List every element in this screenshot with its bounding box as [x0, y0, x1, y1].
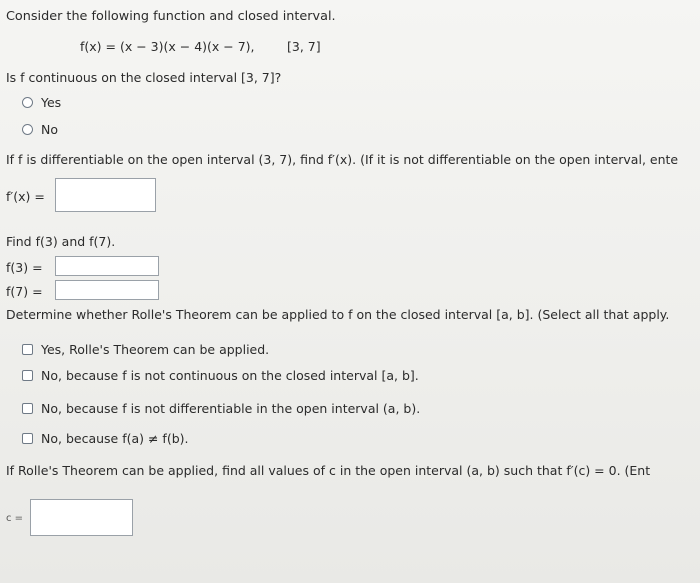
derivative-label: f′(x) = — [6, 189, 45, 204]
find-values-prompt: Find f(3) and f(7). — [6, 234, 116, 249]
radio-yes-label: Yes — [41, 95, 62, 110]
continuity-question: Is f continuous on the closed interval [3, 7]? — [6, 70, 282, 85]
f7-label: f(7) = — [6, 284, 43, 299]
derivative-prompt: If f is differentiable on the open interval (3, 7), find f′(x). (If it is not differentiable on the open interval, ente — [6, 152, 679, 167]
interval-label: [3, 7] — [287, 39, 321, 54]
derivative-input[interactable] — [55, 178, 156, 212]
radio-yes[interactable] — [22, 97, 33, 108]
c-label: c = — [6, 513, 24, 524]
f3-label: f(3) = — [6, 260, 43, 275]
checkbox-fa-not-equal-fb-label: No, because f(a) ≠ f(b). — [41, 431, 189, 446]
function-definition: f(x) = (x − 3)(x − 4)(x − 7), — [80, 39, 255, 54]
radio-no-label: No — [41, 122, 58, 137]
c-input[interactable] — [30, 499, 133, 536]
f3-input[interactable] — [55, 256, 159, 276]
checkbox-not-continuous-label: No, because f is not continuous on the closed interval [a, b]. — [41, 368, 419, 383]
checkbox-fa-not-equal-fb[interactable] — [22, 433, 33, 444]
checkbox-not-differentiable[interactable] — [22, 403, 33, 414]
checkbox-not-differentiable-label: No, because f is not differentiable in the open interval (a, b). — [41, 401, 421, 416]
checkbox-not-continuous[interactable] — [22, 370, 33, 381]
checkbox-rolle-applies-label: Yes, Rolle's Theorem can be applied. — [41, 342, 270, 357]
rolle-prompt: Determine whether Rolle's Theorem can be applied to f on the closed interval [a, b]. (Select all that apply. — [6, 307, 670, 322]
intro-text: Consider the following function and closed interval. — [6, 9, 336, 24]
checkbox-rolle-applies[interactable] — [22, 344, 33, 355]
c-values-prompt: If Rolle's Theorem can be applied, find all values of c in the open interval (a, b) such that f′(c) = 0. (Ent — [6, 463, 651, 478]
radio-no[interactable] — [22, 124, 33, 135]
f7-input[interactable] — [55, 280, 159, 300]
